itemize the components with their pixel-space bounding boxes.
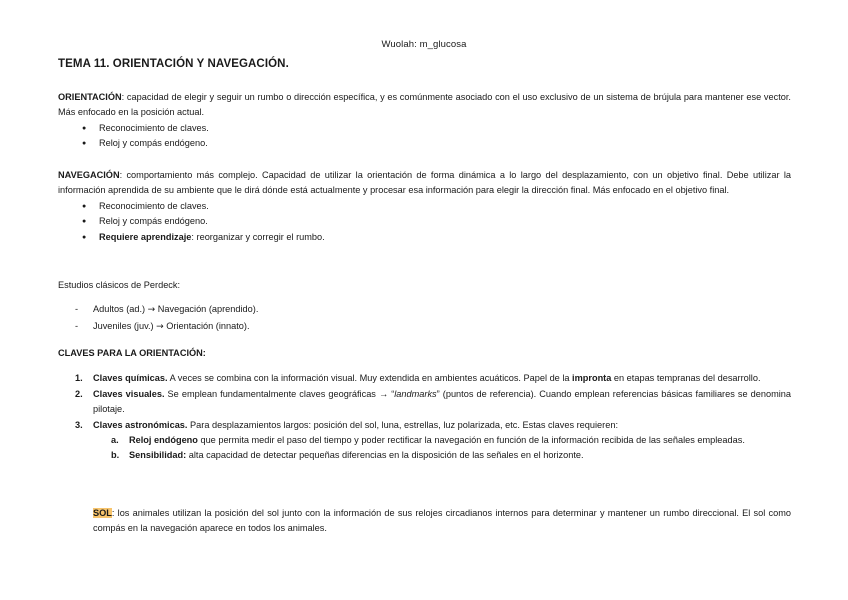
claves-sublist	[93, 433, 791, 464]
claves-heading: CLAVES PARA LA ORIENTACIÓN:	[58, 348, 206, 358]
list-item: - Juveniles (juv.) → Orientación (innato).	[58, 319, 791, 335]
sol-term-highlight: SOL	[93, 508, 112, 518]
list-item: ● Reconocimiento de claves.	[58, 121, 791, 136]
orientacion-section	[58, 90, 791, 152]
list-item: ● Reloj y compás endógeno.	[58, 136, 791, 151]
claves-section	[58, 346, 791, 464]
list-item: a. Reloj endógeno que permita medir el paso del tiempo y poder rectificar la navegación en función de la información recibida de las señales empleadas.	[111, 435, 745, 446]
navegacion-section	[58, 168, 791, 245]
navegacion-definition: NAVEGACIÓN: comportamiento más complejo. Capacidad de utilizar la orientación de forma dinámica a lo largo del desplazamiento, con un objetivo final. Debe utilizar la información aprendida de su ambiente que le dirá dónde está actualmente y procesar esa información para elegir la dirección final. Más enfocado en el objetivo final.	[58, 170, 791, 196]
list-item: 2. Claves visuales. Se emplean fundamentalmente claves geográficas → “landmarks” (puntos de referencia). Cuando emplean referencias básicas familiares se denomina pilotaje.	[75, 388, 791, 415]
sol-paragraph: SOL: los animales utilizan la posición del sol junto con la información de sus relojes circadianos internos para determinar y mantener un rumbo direccional. El sol como compás en la navegación aparece en todos los animales.	[93, 508, 791, 534]
watermark-header: Wuolah: m_glucosa	[381, 39, 467, 50]
orientacion-definition: ORIENTACIÓN: capacidad de elegir y seguir un rumbo o dirección específica, y es comúnmente asociado con el uso exclusivo de un sistema de brújula para mantener ese vector. Más enfocado en la posición actual.	[58, 92, 791, 118]
list-item: 1. Claves químicas. A veces se combina con la información visual. Muy extendida en ambientes acuáticos. Papel de la impronta en etapas tempranas del desarrollo.	[75, 373, 761, 384]
navegacion-bullets	[58, 199, 791, 245]
orientacion-bullets	[58, 121, 791, 152]
list-item: - Adultos (ad.) → Navegación (aprendido).	[58, 302, 791, 318]
list-item: b. Sensibilidad: alta capacidad de detectar pequeñas diferencias en la disposición de las señales en el horizonte.	[111, 450, 584, 461]
arrow-icon: →	[147, 305, 156, 316]
navegacion-term: NAVEGACIÓN	[58, 170, 120, 180]
orientacion-term: ORIENTACIÓN	[58, 92, 122, 102]
list-item: ● Reloj y compás endógeno.	[58, 214, 791, 229]
perdeck-intro: Estudios clásicos de Perdeck:	[58, 280, 181, 290]
page-title: TEMA 11. ORIENTACIÓN Y NAVEGACIÓN.	[58, 58, 289, 70]
perdeck-section	[58, 278, 791, 335]
list-item: ● Requiere aprendizaje: reorganizar y corregir el rumbo.	[58, 230, 791, 245]
claves-list	[58, 371, 791, 463]
list-item: ● Reconocimiento de claves.	[58, 199, 791, 214]
arrow-icon: →	[156, 321, 164, 332]
list-item: 3. Claves astronómicas. Para desplazamientos largos: posición del sol, luna, estrellas, luz polarizada, etc. Estas claves requieren: a. Reloj endógeno que permita medir el paso del tiempo y poder rectificar la navegación en función de la información recibida de las señales empleadas. b. Sensibilidad: alta capacidad de detectar pequeñas diferencias en la disposición de las señales en el horizonte.	[58, 418, 791, 464]
perdeck-list	[58, 302, 791, 335]
